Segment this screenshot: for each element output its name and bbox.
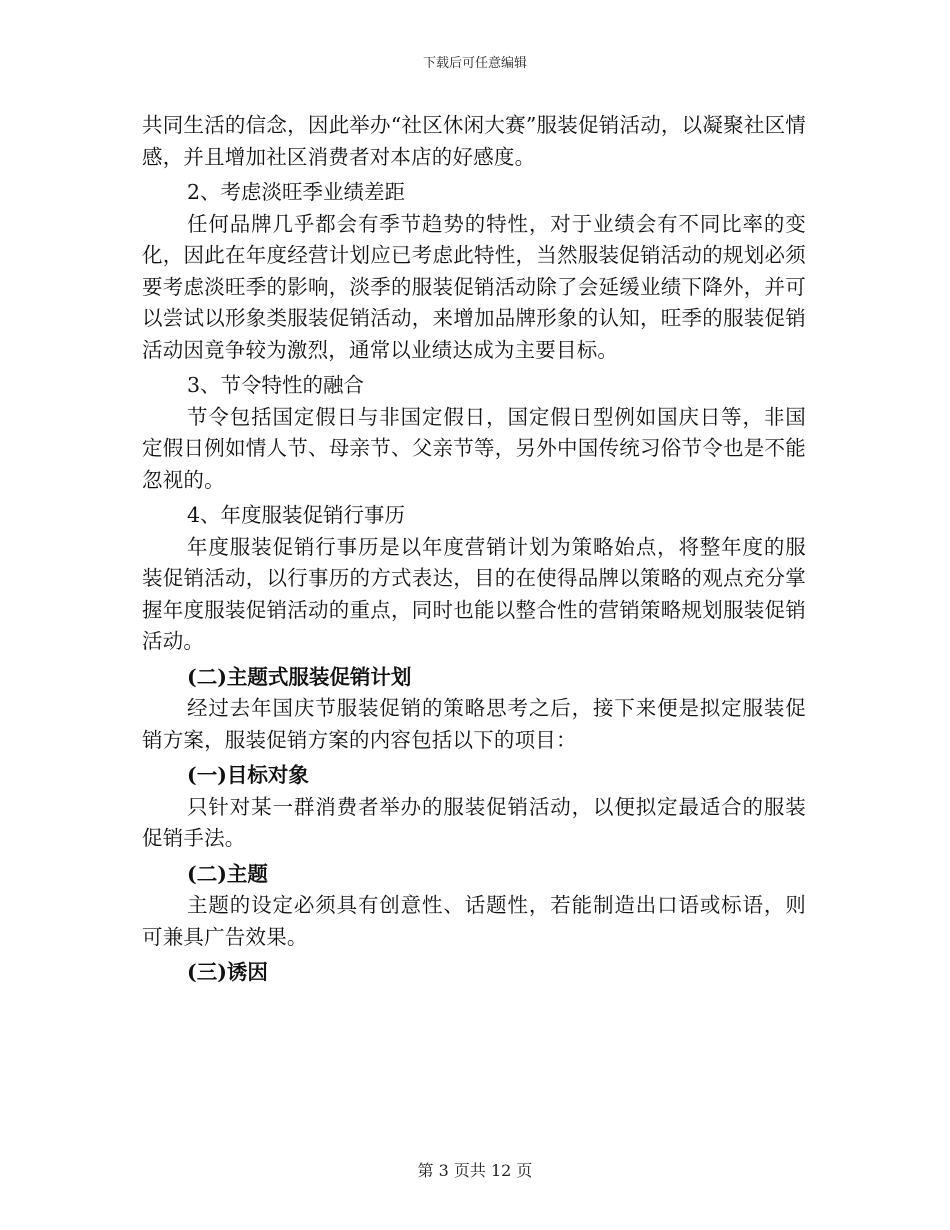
heading-target-audience: (一)目标对象 bbox=[187, 763, 309, 787]
heading-theme: (二)主题 bbox=[187, 861, 268, 886]
heading-incentive: (三)诱因 bbox=[187, 960, 268, 984]
heading-festival-integration: 3、节令特性的融合 bbox=[187, 373, 365, 397]
page-header: 下载后可任意编辑 bbox=[422, 56, 527, 71]
paragraph-community-event: 共同生活的信念，因此举办“社区休闲大赛”服装促销活动，以凝聚社区情感，并且增加社区消费者对本店的好感度。 bbox=[142, 113, 806, 169]
paragraph-annual-calendar: 年度服装促销行事历是以年度营销计划为策略始点，将整年度的服装促销活动，以行事历的方式表达，目的在使得品牌以策略的观点充分掌握年度服装促销活动的重点，同时也能以整合性的营销策略规划服装促销活动。 bbox=[142, 534, 806, 653]
paragraph-season-gap: 任何品牌几乎都会有季节趋势的特性，对于业绩会有不同比率的变化，因此在年度经营计划应已考虑此特性，当然服装促销活动的规划必须要考虑淡旺季的影响，淡季的服装促销活动除了会延缓业绩下降外，并可以尝试以形象类服装促销活动，来增加品牌形象的认知，旺季的服装促销活动因竟争较为激烈，通常以业绩达成为主要目标。 bbox=[142, 211, 806, 362]
paragraph-target-audience: 只针对某一群消费者举办的服装促销活动，以便拟定最适合的服装促销手法。 bbox=[142, 794, 806, 850]
document-body bbox=[142, 110, 806, 989]
heading-annual-calendar: 4、年度服装促销行事历 bbox=[187, 503, 406, 527]
paragraph-theme: 主题的设定必须具有创意性、话题性，若能制造出口语或标语，则可兼具广告效果。 bbox=[142, 893, 806, 949]
paragraph-themed-plan: 经过去年国庆节服装促销的策略思考之后，接下来便是拟定服装促销方案，服装促销方案的内容包括以下的项目： bbox=[142, 696, 806, 752]
paragraph-festival-integration: 节令包括国定假日与非国定假日，国定假日型例如国庆日等，非国定假日例如情人节、母亲节、父亲节等，另外中国传统习俗节令也是不能忽视的。 bbox=[142, 404, 806, 492]
page-number: 第 3 页共 12 页 bbox=[417, 1161, 533, 1180]
heading-season-gap: 2、考虑淡旺季业绩差距 bbox=[187, 180, 406, 204]
heading-themed-plan: (二)主题式服装促销计划 bbox=[187, 664, 412, 689]
